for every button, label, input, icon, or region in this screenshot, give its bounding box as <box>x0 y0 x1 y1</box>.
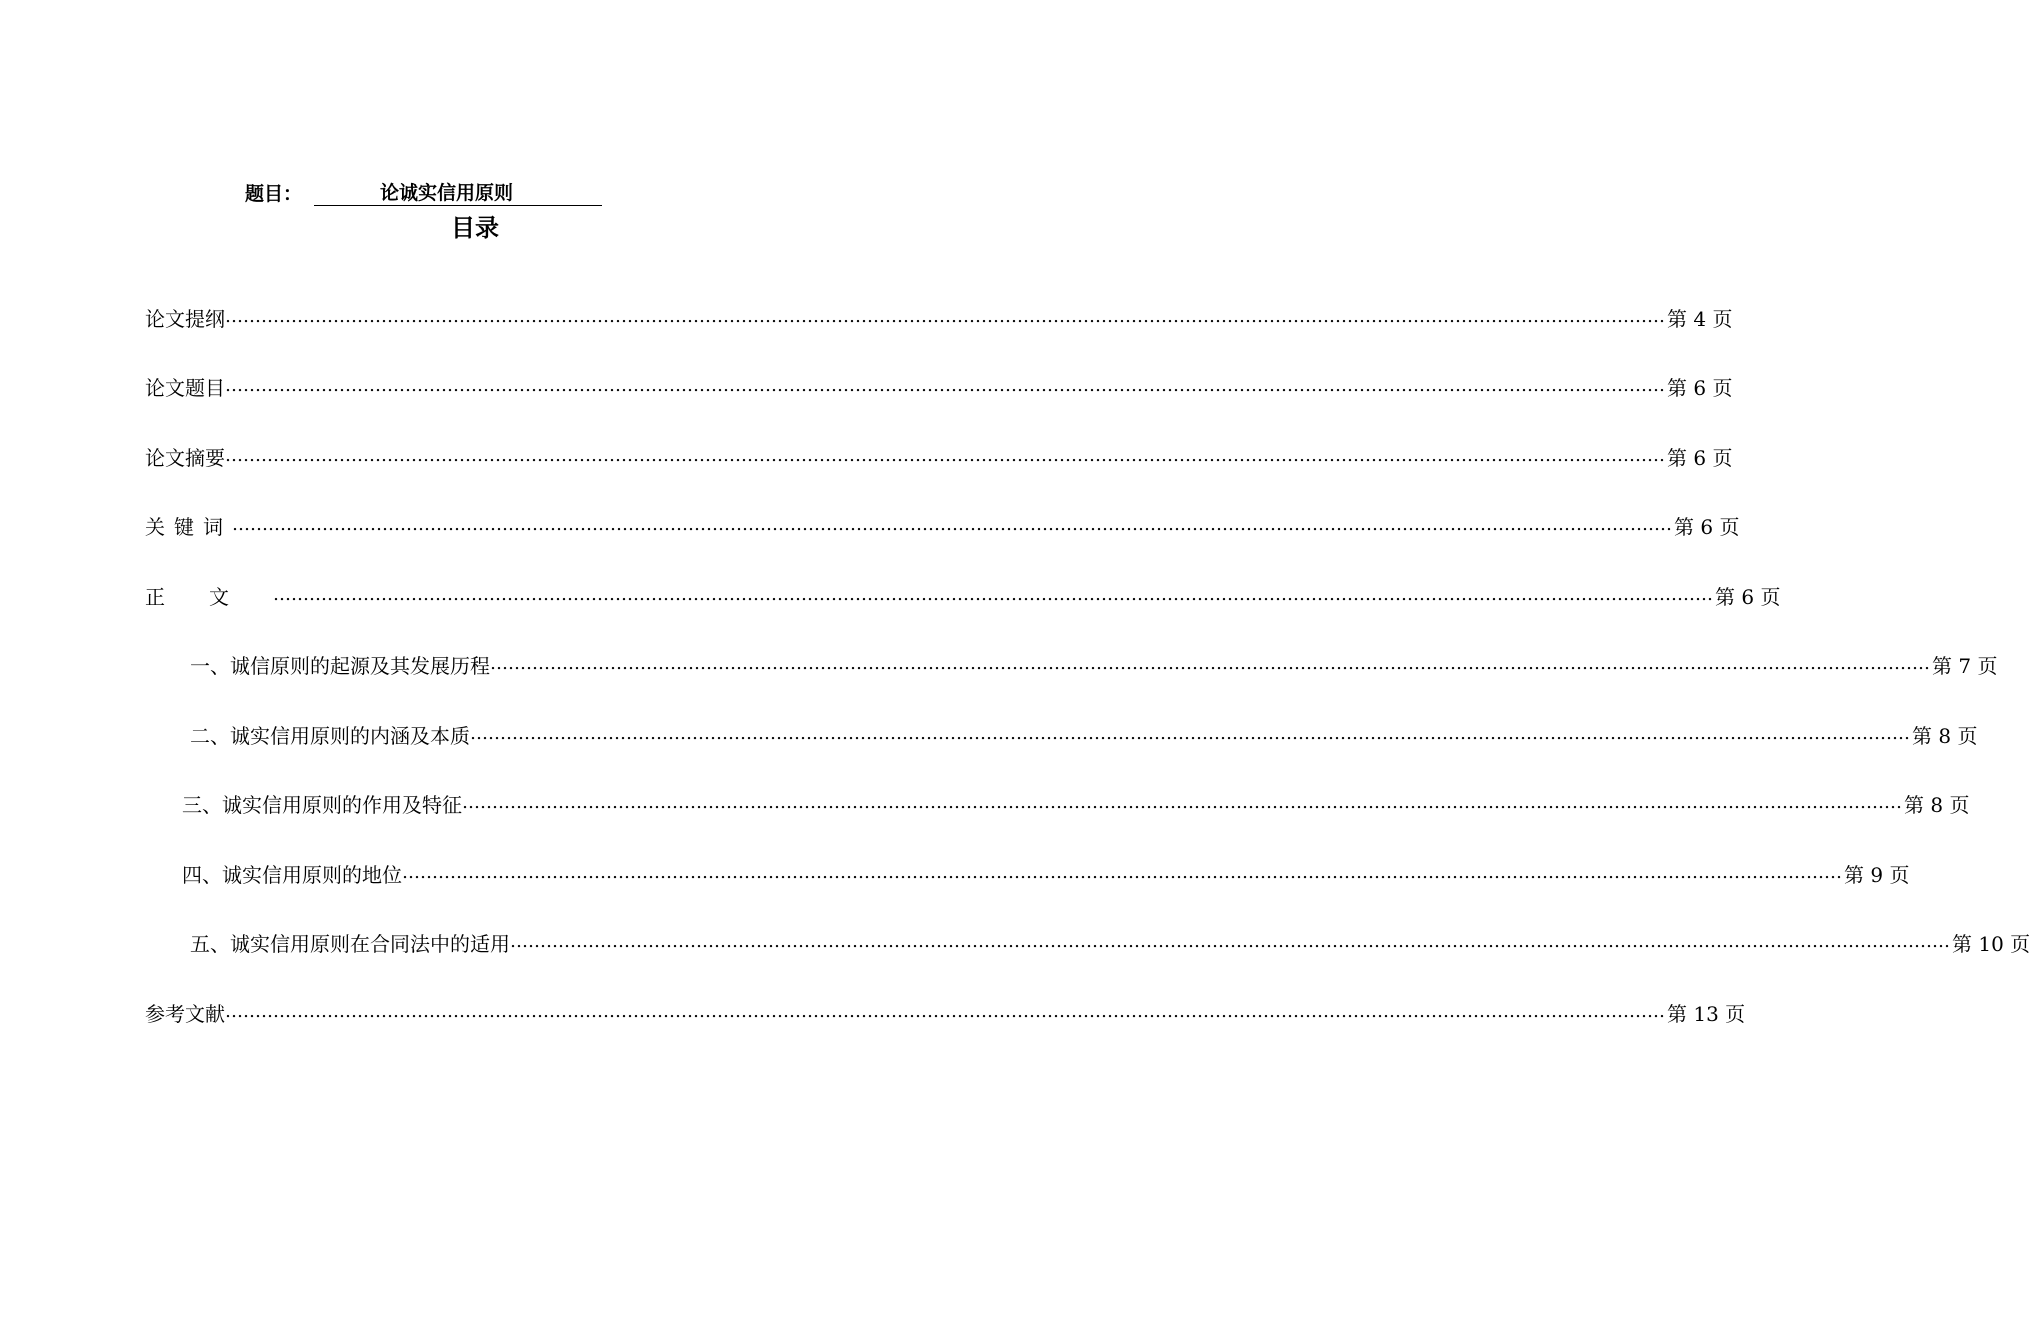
toc-leader-dots: …………………………………………………………………………………………………………………………………………………………………………………………………………………… <box>510 931 1950 952</box>
toc-entry-label: 论文摘要 <box>145 445 225 470</box>
toc-entry-label: 参考文献 <box>145 1001 225 1026</box>
toc-leader-dots: …………………………………………………………………………………………………………………………………………………………………………………………………………………… <box>470 723 1910 744</box>
title-value: 论诚实信用原则 <box>314 181 602 206</box>
toc-entry-label: 五、诚实信用原则在合同法中的适用 <box>190 931 510 956</box>
toc-entry-thesis-title[interactable] <box>145 371 1733 401</box>
toc-entry-references[interactable] <box>145 997 1746 1027</box>
toc-entry-page: 第 4 页 <box>1667 306 1733 331</box>
toc-entry-body[interactable] <box>145 580 1781 610</box>
toc-leader-dots: …………………………………………………………………………………………………………………………………………………………………………………………………………………… <box>225 1001 1665 1022</box>
toc-entry-page: 第 8 页 <box>1904 792 1970 817</box>
toc-entry-section-3[interactable] <box>182 788 1970 818</box>
toc-entry-page: 第 9 页 <box>1844 862 1910 887</box>
toc-entry-label: 四、诚实信用原则的地位 <box>182 862 402 887</box>
toc-entry-section-2[interactable] <box>190 719 1978 749</box>
toc-heading: 目录 <box>451 214 499 242</box>
toc-entry-page: 第 7 页 <box>1932 653 1998 678</box>
toc-entry-page: 第 6 页 <box>1715 584 1781 609</box>
toc-entry-section-1[interactable] <box>190 649 1998 679</box>
toc-entry-label: 三、诚实信用原则的作用及特征 <box>182 792 462 817</box>
toc-leader-dots: …………………………………………………………………………………………………………………………………………………………………………………………………………………… <box>225 375 1665 396</box>
toc-entry-page: 第 8 页 <box>1912 723 1978 748</box>
toc-entry-label: 一、诚信原则的起源及其发展历程 <box>190 653 490 678</box>
toc-entry-page: 第 13 页 <box>1667 1001 1746 1026</box>
toc-leader-dots: …………………………………………………………………………………………………………………………………………………………………………………………………………………… <box>273 584 1713 605</box>
toc-leader-dots: …………………………………………………………………………………………………………………………………………………………………………………………………………………… <box>232 514 1672 535</box>
toc-entry-page: 第 10 页 <box>1952 931 2030 956</box>
toc-entry-page: 第 6 页 <box>1674 514 1740 539</box>
title-label: 题目： <box>245 183 303 205</box>
toc-entry-section-5[interactable] <box>190 927 2030 957</box>
toc-entry-label: 正文 <box>145 584 273 609</box>
toc-entry-label: 论文题目 <box>145 375 225 400</box>
toc-entry-outline[interactable] <box>145 302 1733 332</box>
toc-entry-abstract[interactable] <box>145 441 1733 471</box>
toc-entry-label: 论文提纲 <box>145 306 225 331</box>
toc-entry-page: 第 6 页 <box>1667 445 1733 470</box>
toc-leader-dots: …………………………………………………………………………………………………………………………………………………………………………………………………………………… <box>225 306 1665 327</box>
toc-leader-dots: …………………………………………………………………………………………………………………………………………………………………………………………………………………… <box>462 792 1902 813</box>
toc-leader-dots: …………………………………………………………………………………………………………………………………………………………………………………………………………………… <box>490 653 1930 674</box>
toc-entry-label: 关键词 <box>145 514 232 539</box>
toc-leader-dots: …………………………………………………………………………………………………………………………………………………………………………………………………………………… <box>402 862 1842 883</box>
toc-leader-dots: …………………………………………………………………………………………………………………………………………………………………………………………………………………… <box>225 445 1665 466</box>
toc-entry-label: 二、诚实信用原则的内涵及本质 <box>190 723 470 748</box>
document-title <box>245 178 602 206</box>
toc-entry-page: 第 6 页 <box>1667 375 1733 400</box>
toc-entry-section-4[interactable] <box>182 858 1910 888</box>
toc-entry-keywords[interactable] <box>145 510 1740 540</box>
